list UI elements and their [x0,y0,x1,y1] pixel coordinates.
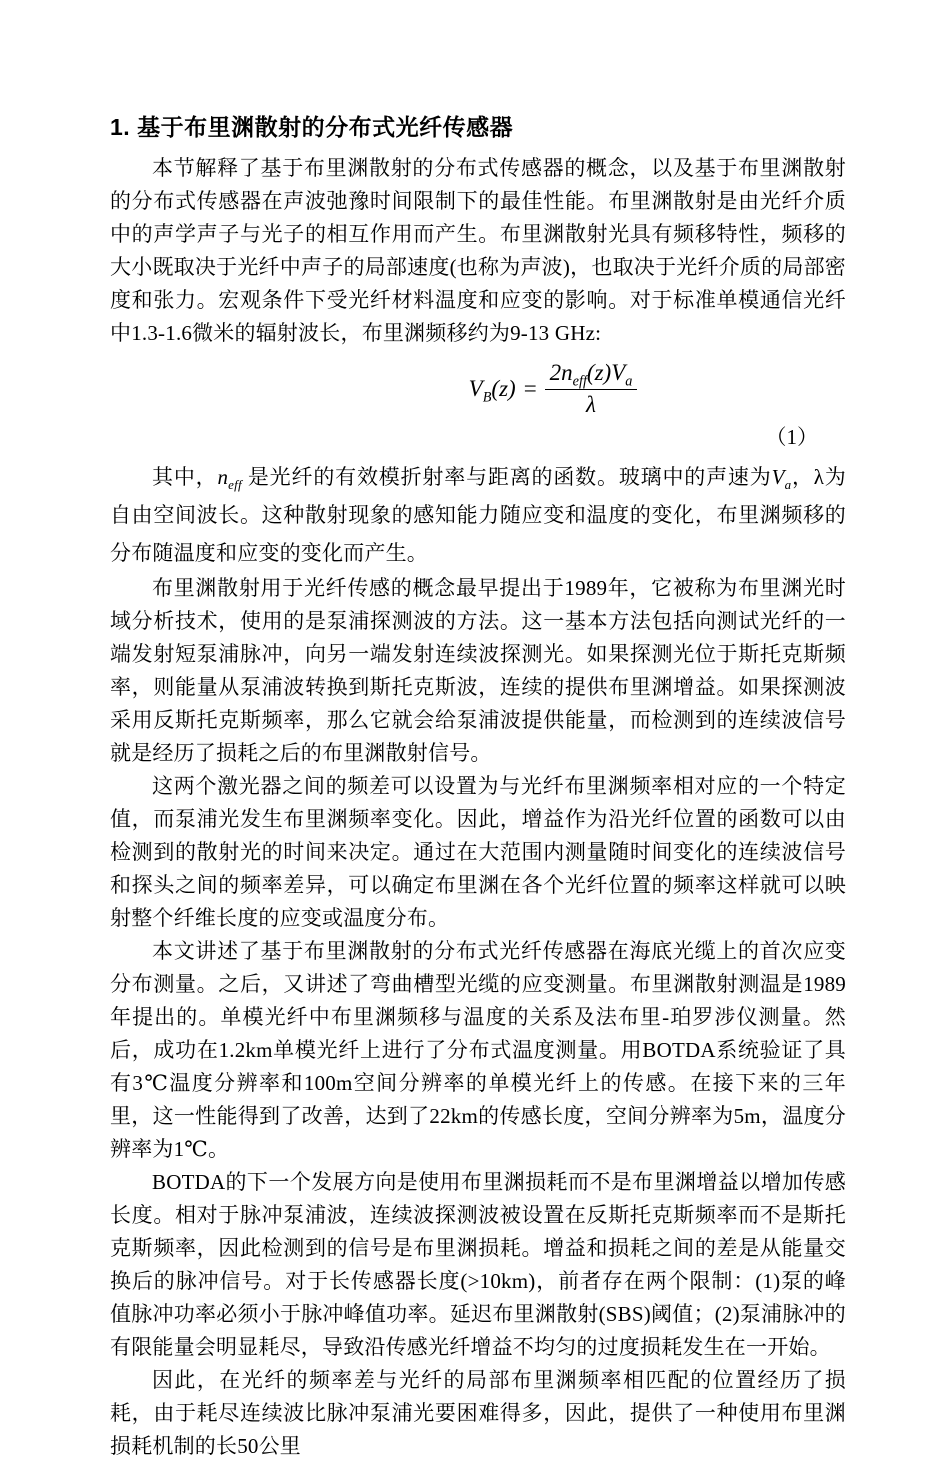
paragraph-conclusion: 因此，在光纤的频率差与光纤的局部布里渊频率相匹配的位置经历了损耗，由于耗尽连续波比脉冲泵浦光要困难得多，因此，提供了一种使用布里渊损耗机制的长50公里 [110,1368,846,1458]
paragraph-symbols [110,458,846,572]
para2-text-3: ，λ为自由空间波长。这种散射现象的感知能力随应变和温度的变化，布里渊频移的分布随温度和应变的变化而产生。 [110,465,846,565]
equation-body [469,360,638,418]
eq-lhs-subscript: B [482,389,492,406]
fraction-denominator: λ [586,392,596,417]
neff-subscript: eff [572,373,587,390]
equals-sign: = [523,376,537,401]
para2-text-1: 其中， [152,465,218,489]
paragraph-botda-loss: BOTDA的下一个发展方向是使用布里渊损耗而不是布里渊增益以增加传感长度。相对于脉冲泵浦波，连续波探测波被设置在反斯托克斯频率而不是斯托克斯频率，因此检测到的信号是布里渊损耗。增益和损耗之间的差是从能量交换后的脉冲信号。对于长传感器长度(>10km)，前者存在两个限制：(1)泵的峰值脉冲功率必须小于脉冲峰值功率。延迟布里渊散射(SBS)阈值；(2)泵浦脉冲的有限能量会明显耗尽，导致沿传感光纤增益不均匀的过度损耗发生在一开始。 [110,1170,846,1359]
paragraph-frequency-difference: 这两个激光器之间的频差可以设置为与光纤布里渊频率相对应的一个特定值，而泵浦光发生布里渊频率变化。因此，增益作为沿光纤位置的函数可以由检测到的散射光的时间来决定。通过在大范围内测量随时间变化的连续波信号和探头之间的频率差异，可以确定布里渊在各个光纤位置的频率这样就可以映射整个纤维长度的应变或温度分布。 [110,774,846,930]
va-subscript: a [625,373,633,390]
neff-inline-subscript: eff [228,477,242,493]
brillouin-shift-equation [110,360,846,418]
equation-number: （1） [765,425,818,449]
paragraph-history: 本文讲述了基于布里渊散射的分布式光纤传感器在海底光缆上的首次应变分布测量。之后，又讲述了弯曲槽型光缆的应变测量。布里渊散射测温是1989年提出的。单模光纤中布里渊频移与温度的关系及法布里-珀罗涉仪测量。然后，成功在1.2km单模光纤上进行了分布式温度测量。用BOTDA系统验证了具有3℃温度分辨率和100m空间分辨率的单模光纤上的传感。在接下来的三年里，这一性能得到了改善，达到了22km的传感长度，空间分辨率为5m，温度分辨率为1℃。 [110,939,846,1161]
equation-fraction [545,360,638,418]
section-heading: 1. 基于布里渊散射的分布式光纤传感器 [110,114,514,140]
va-inline-var: $V_a$ [771,465,792,493]
paragraph-botda-concept: 布里渊散射用于光纤传感的概念最早提出于1989年，它被称为布里渊光时域分析技术，使用的是泵浦探测波的方法。这一基本方法包括向测试光纤的一端发射短泵浦脉冲，向另一端发射连续波探测光。如果探测光位于斯托克斯频率，则能量从泵浦波转换到斯托克斯波，连续的提供布里渊增益。如果探测波采用反斯托克斯频率，那么它就会给泵浦波提供能量，而检测到的连续波信号就是经历了损耗之后的布里渊散射信号。 [110,576,846,765]
paragraph-intro: 本节解释了基于布里渊散射的分布式传感器的概念，以及基于布里渊散射的分布式传感器在声波弛豫时间限制下的最佳性能。布里渊散射是由光纤介质中的声学声子与光子的相互作用而产生。布里渊散射光具有频移特性，频移的大小既取决于光纤中声子的局部速度(也称为声波)，也取决于光纤介质的局部密度和张力。宏观条件下受光纤材料温度和应变的影响。对于标准单模通信光纤中1.3-1.6微米的辐射波长，布里渊频移约为9-13 GHz: [110,156,846,345]
fraction-numerator: $2n_{eff}(z)V_a$ [545,360,638,390]
va-inline-subscript: a [784,477,792,493]
neff-inline-var: $n_{eff}$ [217,465,242,493]
eq-lhs: $V_B(z)$ [468,376,516,406]
para2-text-2: 是光纤的有效模折射率与距离的函数。玻璃中的声速为 [241,465,772,489]
